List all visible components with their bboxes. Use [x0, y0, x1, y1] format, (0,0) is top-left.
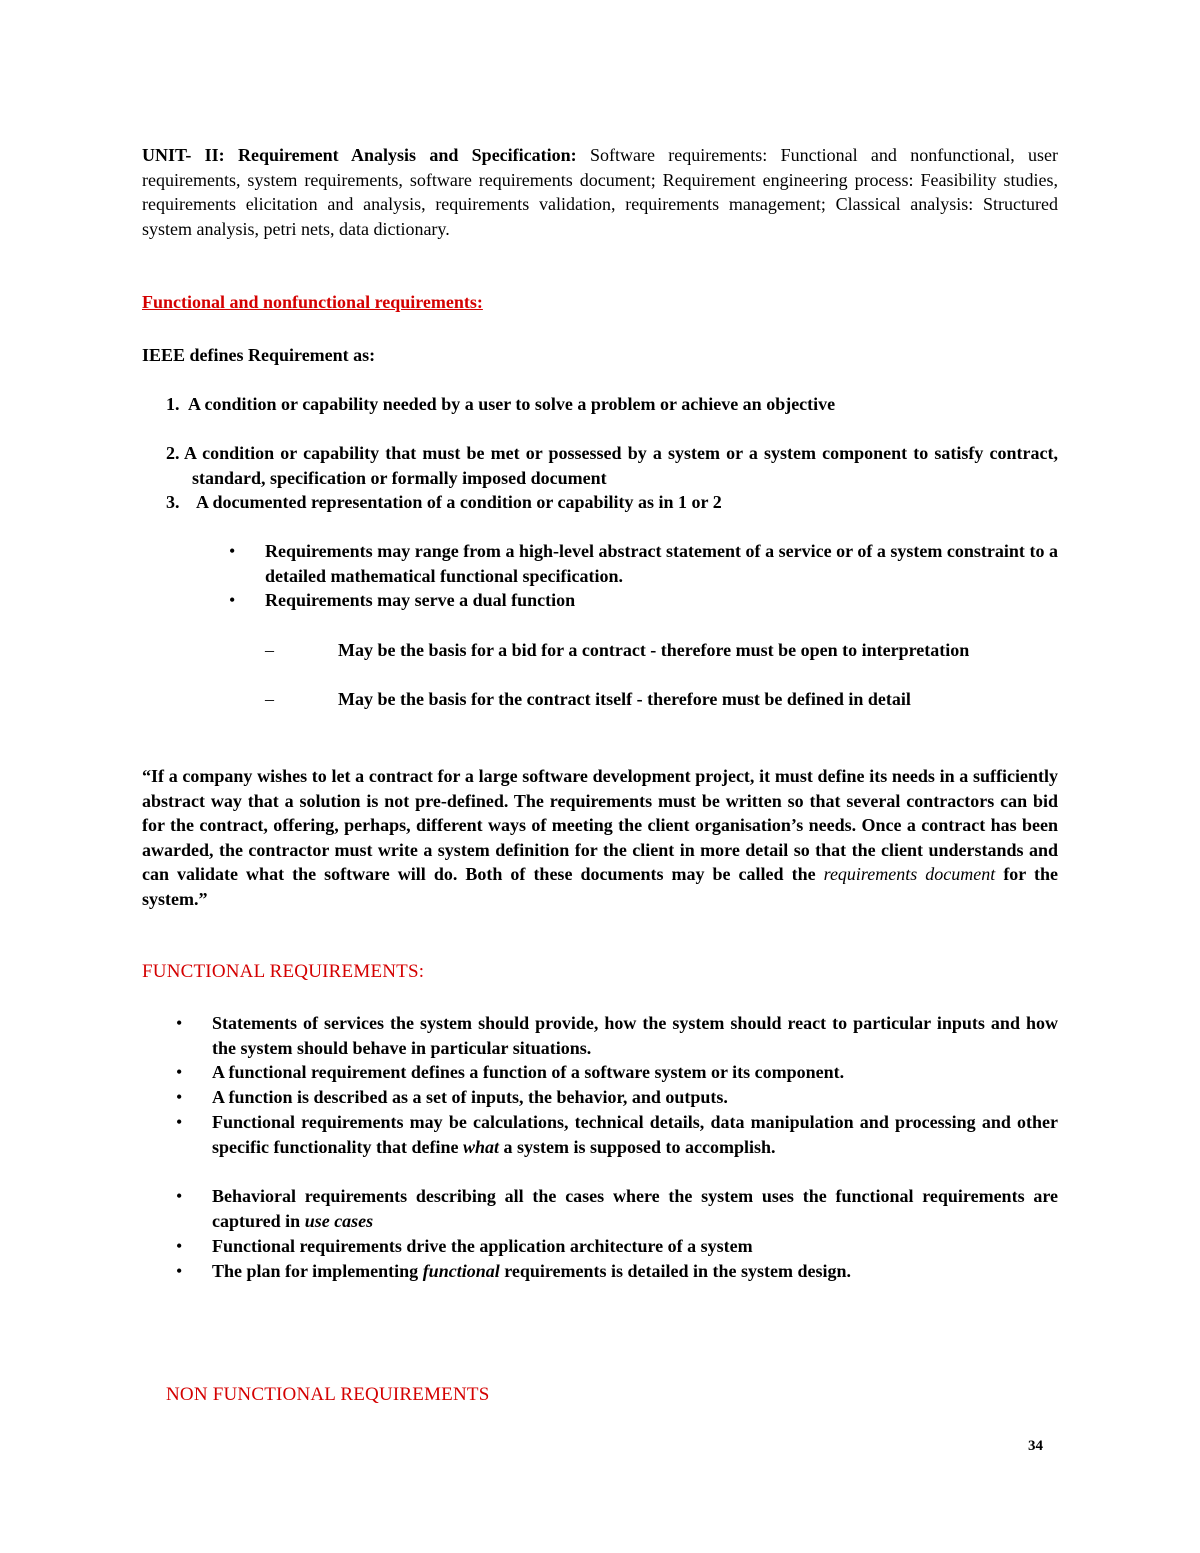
bullet-mark: •: [176, 1236, 183, 1256]
page-number: 34: [1028, 1438, 1043, 1454]
functional-requirement-item: [176, 1060, 1058, 1085]
definition-text: A condition or capability that must be met or possessed by a system or a system component to satisfy contract, standard, specification or formally imposed document: [184, 443, 1058, 488]
requirement-bullet: [229, 588, 1058, 613]
item-text: Functional requirements may be calculations, technical details, data manipulation and processing and other specific functionality that define: [212, 1112, 1058, 1157]
functional-requirement-item: [176, 1259, 1058, 1284]
bullet-mark: •: [229, 541, 236, 561]
item-text: Behavioral requirements describing all the cases where the system uses the functional requirements are captured in: [212, 1186, 1058, 1231]
functional-requirement-item: [176, 1011, 1058, 1060]
item-text: A function is described as a set of inputs, the behavior, and outputs.: [212, 1087, 728, 1107]
bullet-mark: •: [176, 1087, 183, 1107]
functional-requirement-item: [176, 1110, 1058, 1159]
quote-text-part2: for the system.”: [142, 864, 1058, 909]
definition-item: [166, 441, 1058, 490]
definition-number: 2.: [166, 443, 180, 463]
item-text: A functional requirement defines a function of a software system or its component.: [212, 1062, 845, 1082]
section-heading-functional-nonfunctional: Functional and nonfunctional requirements:: [142, 292, 483, 312]
item-text: The plan for implementing: [212, 1261, 423, 1281]
dash-mark: –: [265, 640, 274, 660]
item-text: Statements of services the system should provide, how the system should react to particular inputs and how the system should behave in particular situations.: [212, 1013, 1058, 1058]
bullet-mark: •: [229, 590, 236, 610]
bullet-mark: •: [176, 1186, 183, 1206]
definition-item: [166, 392, 1058, 417]
quote-text-part1: “If a company wishes to let a contract for a large software development project, it must define its needs in a sufficiently abstract way that a solution is not pre-defined. The requirements must be written so that several contractors can bid for the contract, offering, perhaps, different ways of meeting the client organisation’s needs. Once a contract has been awarded, the contractor must write a system definition for the client in more detail so that the client understands and can validate what the software will do. Both of these documents may be called the: [142, 766, 1058, 884]
item-text: Functional requirements drive the application architecture of a system: [212, 1236, 753, 1256]
ieee-definition-intro: IEEE defines Requirement as:: [142, 345, 376, 365]
definition-number: 3.: [166, 492, 180, 512]
bullet-mark: •: [176, 1112, 183, 1132]
section-heading-functional: FUNCTIONAL REQUIREMENTS:: [142, 961, 425, 982]
item-emphasis: functional: [422, 1261, 500, 1281]
unit-description: Software requirements: Functional and nonfunctional, user requirements, system requirements, software requirements document; Requirement engineering process: Feasibility studies, requirements elicitation and analysis, requirements validation, requirements management; Classical analysis: Structured system analysis, petri nets, data dictionary.: [142, 145, 1059, 239]
item-emphasis: use cases: [304, 1210, 374, 1231]
quote-paragraph: [142, 764, 1058, 911]
bullet-mark: •: [176, 1013, 183, 1033]
requirement-sub-bullet: [265, 638, 1058, 663]
definition-text: A condition or capability needed by a user to solve a problem or achieve an objective: [188, 394, 836, 414]
functional-requirement-item: [176, 1234, 1058, 1259]
sub-bullet-text: May be the basis for a bid for a contract - therefore must be open to interpretation: [338, 640, 970, 660]
quote-emphasis: requirements document: [823, 864, 996, 884]
section-heading-nonfunctional: NON FUNCTIONAL REQUIREMENTS: [166, 1384, 490, 1405]
requirement-sub-bullet: [265, 687, 1058, 712]
bullet-mark: •: [176, 1062, 183, 1082]
sub-bullet-text: May be the basis for the contract itself - therefore must be defined in detail: [338, 689, 911, 709]
requirement-bullet: [229, 539, 1058, 588]
item-emphasis: what: [462, 1136, 500, 1157]
dash-mark: –: [265, 689, 274, 709]
bullet-mark: •: [176, 1261, 183, 1281]
unit-label: UNIT- II: Requirement Analysis and Specification:: [142, 145, 577, 165]
bullet-text: Requirements may range from a high-level abstract statement of a service or of a system constraint to a detailed mathematical functional specification.: [265, 541, 1058, 586]
item-text-tail: requirements is detailed in the system design.: [499, 1261, 852, 1281]
functional-requirement-item: [176, 1184, 1058, 1233]
item-text-tail: a system is supposed to accomplish.: [499, 1136, 776, 1157]
definition-item: [166, 490, 1058, 515]
functional-requirement-item: [176, 1085, 1058, 1110]
definition-text: A documented representation of a condition or capability as in 1 or 2: [196, 492, 722, 512]
bullet-text: Requirements may serve a dual function: [265, 590, 576, 610]
unit-intro-paragraph: [142, 143, 1058, 241]
definition-number: 1.: [166, 394, 180, 414]
